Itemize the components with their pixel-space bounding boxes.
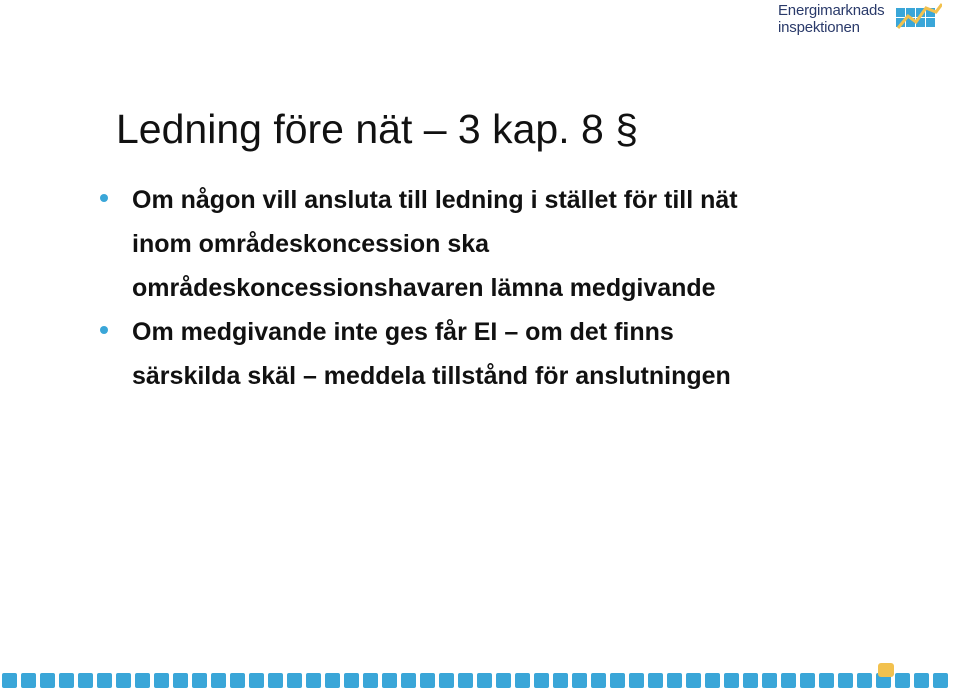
bullet-line: Om medgivande inte ges får EI – om det finns [132,318,674,346]
strip-square [477,673,492,688]
strip-square [705,673,720,688]
bullet-item-2 [96,310,916,398]
decorative-square-strip [0,663,960,691]
bullet-line: Om någon vill ansluta till ledning i stället för till nät [132,186,738,214]
strip-square [363,673,378,688]
strip-square [154,673,169,688]
slide-title: Ledning före nät – 3 kap. 8 § [116,106,639,152]
strip-square [401,673,416,688]
strip-square [97,673,112,688]
bullet-dot-icon [100,194,108,202]
bullet-list [96,178,916,398]
bullet-item-1 [96,178,916,310]
strip-square [135,673,150,688]
strip-square [420,673,435,688]
strip-square [895,673,910,688]
logo-wordmark [778,2,884,36]
bullet-line: särskilda skäl – meddela tillstånd för anslutningen [132,362,731,390]
bullet-line: områdeskoncessionshavaren lämna medgivande [132,274,716,302]
strip-square [78,673,93,688]
strip-square [724,673,739,688]
strip-square [306,673,321,688]
strip-square [534,673,549,688]
strip-square [572,673,587,688]
strip-square [21,673,36,688]
strip-square [781,673,796,688]
strip-square [800,673,815,688]
strip-square [648,673,663,688]
strip-square [629,673,644,688]
strip-square [2,673,17,688]
logo [778,2,950,38]
logo-mark-icon [896,2,942,36]
strip-square [439,673,454,688]
strip-square [230,673,245,688]
logo-line-2: inspektionen [778,19,860,36]
strip-square [59,673,74,688]
logo-line-1: Energimarknads [778,2,885,19]
strip-square [819,673,834,688]
strip-square [610,673,625,688]
strip-square [211,673,226,688]
strip-square [268,673,283,688]
strip-square [192,673,207,688]
strip-square [762,673,777,688]
strip-highlight-square [878,663,894,677]
strip-square [173,673,188,688]
bullet-line: inom områdeskoncession ska [132,230,490,258]
strip-square [116,673,131,688]
strip-square [496,673,511,688]
strip-square [686,673,701,688]
strip-square [553,673,568,688]
strip-square [743,673,758,688]
strip-square [382,673,397,688]
strip-square [287,673,302,688]
strip-square [933,673,948,688]
strip-square [40,673,55,688]
strip-square [591,673,606,688]
strip-square [515,673,530,688]
strip-square [458,673,473,688]
strip-square [249,673,264,688]
bullet-dot-icon [100,326,108,334]
strip-square [344,673,359,688]
strip-square [667,673,682,688]
strip-square [857,673,872,688]
strip-square [914,673,929,688]
strip-square [325,673,340,688]
strip-square [838,673,853,688]
